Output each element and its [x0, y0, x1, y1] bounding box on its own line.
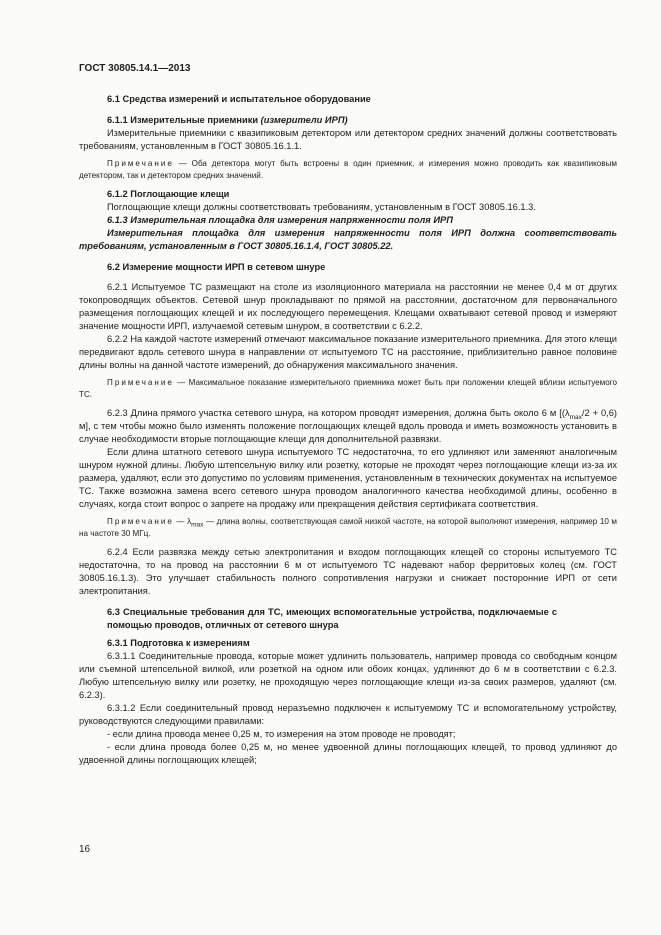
paragraph-6-2-3-continued: Если длина штатного сетевого шнура испытуемого ТС недостаточна, то его удлиняют или заменяют аналогичным шнуром нужной длины. Любую штепсельную вилку или розетку, которые не проходят через поглощающие клещи из-за их размера, удаляют, если это допустимо по условиям применения, установленным в технических документах на испытуемое ТС. Также возможна замена всего сетевого шнура проводом аналогичного качества необходимой длины, особенно в случаях, когда стоит вопрос о запрете на продажу или прекращения действия сертификата соответствия.: [79, 447, 617, 509]
section-6-2: [79, 261, 617, 598]
list-item: - если длина провода более 0,25 м, но менее удвоенной длины поглощающих клещей, то провод удлиняют до удвоенной длины поглощающих клещей;: [79, 742, 617, 765]
lambda-max-subscript: max: [569, 413, 582, 421]
paragraph-6-2-2: 6.2.2 На каждой частоте измерений отмечают максимальное показание измерительного приемника. Для этого клещи передвигают вдоль сетевого шнура в направлении от испытуемого ТС на расстояние, приблизительно равное половине длины волны на данной частоте измерений, до обнаружения максимального значения.: [79, 334, 617, 370]
paragraph-6-1-3: Измерительная площадка для измерения напряженности поля ИРП должна соответствовать требованиям, установленным в ГОСТ 30805.16.1.4, ГОСТ 30805.22.: [79, 228, 617, 251]
page-content: [79, 93, 617, 767]
section-6-3: [79, 606, 617, 767]
paragraph-6-1-2: Поглощающие клещи должны соответствовать требованиям, установленным в ГОСТ 30805.16.1.3.: [107, 202, 536, 212]
paragraph-6-3-1-2: 6.3.1.2 Если соединительный провод неразъемно подключен к испытуемому ТС и вспомогательному устройству, руководствуются следующими правилами:: [79, 703, 617, 726]
note-text: — Максимальное показание измерительного приемника может быть при положении клещей вблизи испытуемого ТС.: [79, 378, 617, 399]
note-label: Примечание: [107, 159, 174, 168]
document-header: ГОСТ 30805.14.1—2013: [79, 63, 191, 74]
section-6-1: [79, 93, 617, 253]
lambda-max-subscript: max: [191, 521, 204, 529]
note-text-a: — λ: [173, 517, 192, 526]
paragraph-6-1-1: Измерительные приемники с квазипиковым детектором или детектором средних значений должны соответствовать требованиям, установленным в ГОСТ 30805.16.1.1.: [79, 128, 617, 151]
note-label: Примечание: [107, 517, 174, 526]
paragraph-6-2-3-part-a: 6.2.3 Длина прямого участка сетевого шнура, на котором проводят измерения, должна быть около 6 м [(λ: [107, 408, 570, 418]
paragraph-6-2-3: [79, 407, 617, 446]
note-label: Примечание: [107, 378, 174, 387]
note-text-b: — длина волны, соответствующая самой низкой частоте, на которой выполняют измерения, например 10 м на частоте 30 МГц.: [79, 517, 617, 538]
section-6-2-heading: 6.2 Измерение мощности ИРП в сетевом шнуре: [107, 262, 326, 272]
note-6-2-2: [79, 377, 617, 401]
note-text: — Оба детектора могут быть встроены в один приемник, и измерения можно проводить как квазипиковым детектором, так и детектором средних значений.: [79, 159, 617, 180]
page-number: 16: [79, 844, 91, 855]
section-6-3-heading: 6.3 Специальные требования для ТС, имеющих вспомогательные устройства, подключаемые с помощью проводов, отличных от сетевого шнура: [107, 607, 557, 630]
section-6-1-heading: 6.1 Средства измерений и испытательное оборудование: [107, 94, 371, 104]
subsection-6-1-1-heading-italic: (измерители ИРП): [260, 115, 348, 125]
subsection-6-3-1-heading: 6.3.1 Подготовка к измерениям: [107, 638, 250, 648]
subsection-6-1-3-heading: 6.1.3 Измерительная площадка для измерения напряженности поля ИРП: [107, 215, 453, 225]
subsection-6-1-2-heading: 6.1.2 Поглощающие клещи: [107, 189, 230, 199]
list-item: - если длина провода менее 0,25 м, то измерения на этом проводе не проводят;: [107, 729, 456, 739]
note-6-2-3: [79, 516, 617, 540]
paragraph-6-2-1: 6.2.1 Испытуемое ТС размещают на столе из изоляционного материала на расстоянии не менее 0,4 м от других токопроводящих объектов. Сетевой шнур прокладывают по прямой на расстоянии, достаточном для первоначального размещения поглощающих клещей и их последующего перемещения. Клещами охватывают сетевой провод и измеряют значение мощности ИРП, излучаемой сетевым шнуром, в соответствии с 6.2.2.: [79, 282, 617, 331]
paragraph-6-2-4: 6.2.4 Если развязка между сетью электропитания и входом поглощающих клещей со стороны испытуемого ТС недостаточна, то на провод на расстоянии 6 м от испытуемого ТС надевают набор ферритовых колец (см. ГОСТ 30805.16.1.3). Это улучшает стабильность полного сопротивления нагрузки и снижает посторонние ИРП от сети электропитания.: [79, 547, 617, 596]
paragraph-6-2-3-part-b: /2 + 0,6) м], с тем чтобы можно было изменять положение поглощающих клещей вдоль провода и иметь возможность установить в случае необходимости вторые поглощающие клещи для дополнительной развязки.: [79, 408, 617, 444]
subsection-6-1-1-heading: [79, 114, 617, 127]
paragraph-6-3-1-1: 6.3.1.1 Соединительные провода, которые может удлинить пользователь, например провода со свободным концом или съемной штепсельной вилкой, или розеткой на одном или обоих концах, удлиняют до 6 м в соответствии с 6.2.3. Любую штепсельную вилку или розетку, не проходящую через поглощающие клещи из-за своих размеров, удаляют (см. 6.2.3).: [79, 651, 617, 700]
note-6-1-1: [79, 158, 617, 182]
subsection-6-1-1-heading-text: 6.1.1 Измерительные приемники: [107, 115, 261, 125]
